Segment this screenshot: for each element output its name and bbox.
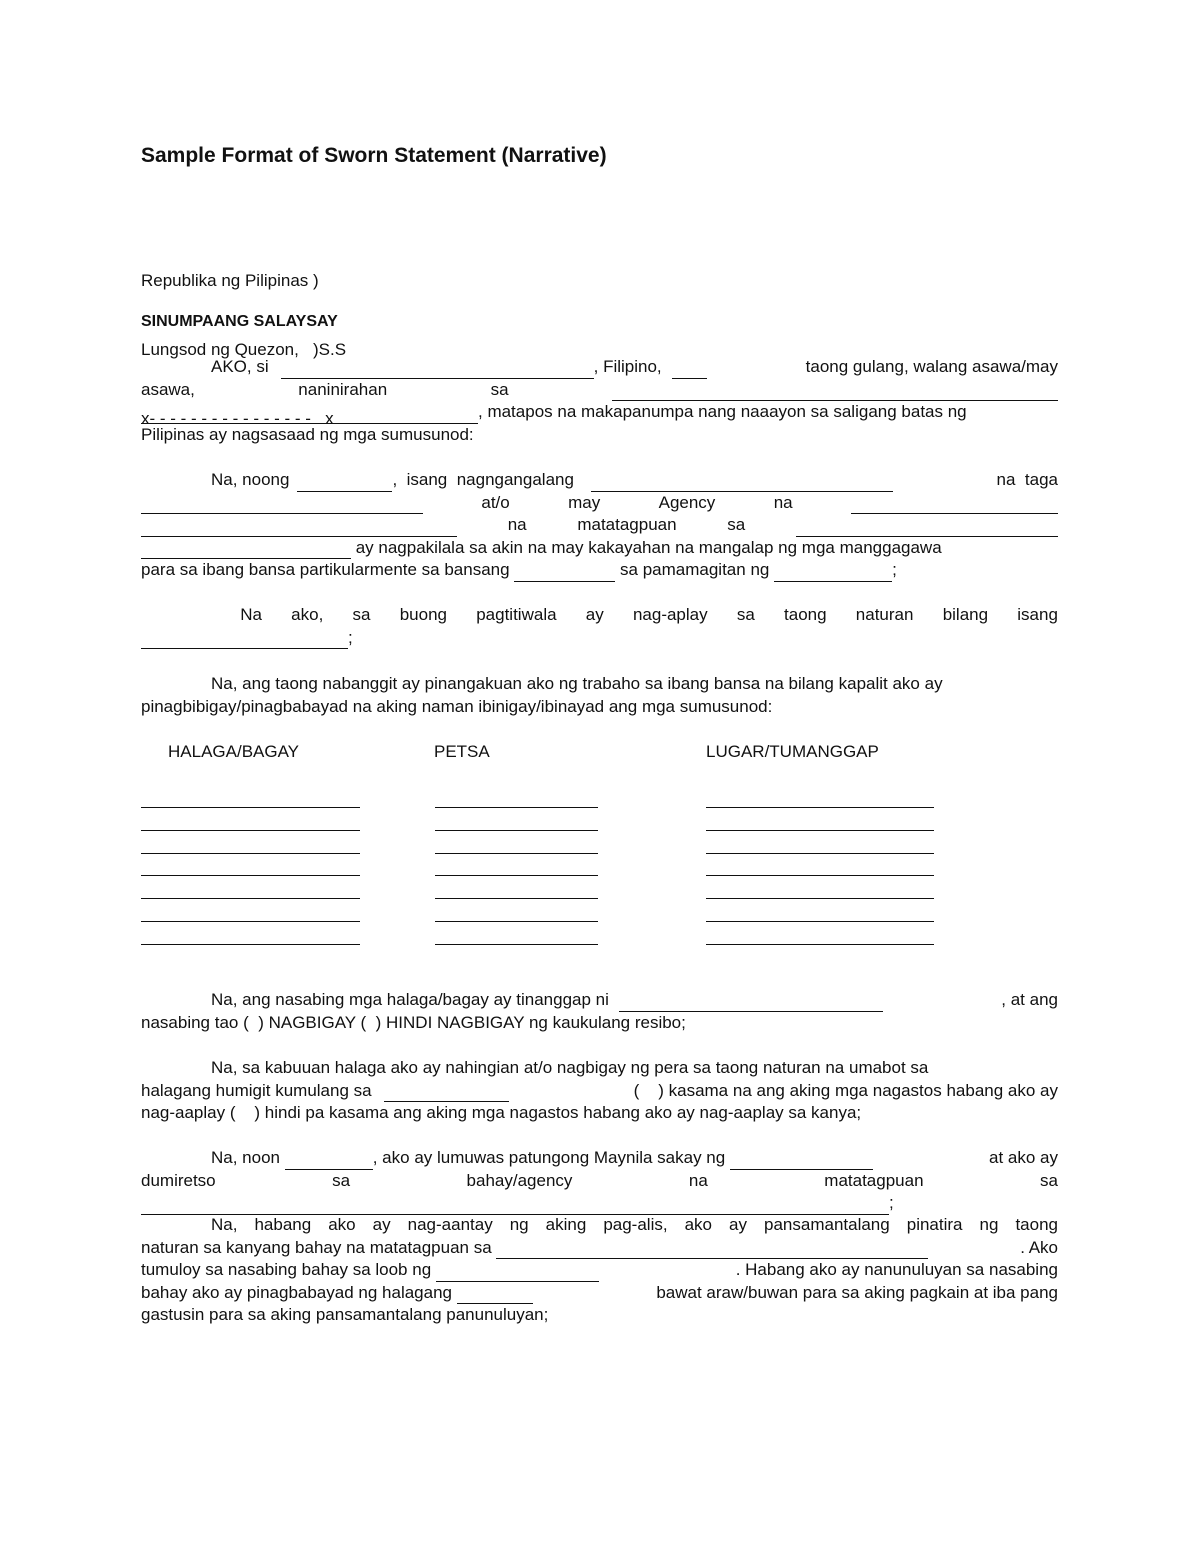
age-blank[interactable] <box>672 361 707 379</box>
text: Na <box>240 605 262 624</box>
text: sa <box>736 605 755 624</box>
text: pagtitiwala <box>476 605 557 624</box>
text: na taga <box>996 470 1058 489</box>
receiver-name-blank[interactable] <box>619 994 883 1012</box>
means-blank[interactable] <box>774 564 892 582</box>
vehicle-blank[interactable] <box>730 1152 873 1170</box>
receiver-line[interactable] <box>706 921 934 922</box>
text: bilang <box>942 605 989 624</box>
text: sa <box>1040 1170 1058 1190</box>
column-header-date: PETSA <box>434 742 490 761</box>
text: ; <box>889 1193 894 1212</box>
text: sa <box>727 515 746 534</box>
text: nag-aplay <box>632 605 708 624</box>
text: , at ang <box>1001 990 1058 1009</box>
column-header-receiver: LUGAR/TUMANGGAP <box>706 742 879 761</box>
text: naninirahan <box>298 379 388 399</box>
lodging-fee-blank[interactable] <box>457 1286 533 1304</box>
text: bahay/agency <box>466 1170 573 1190</box>
text: sa <box>332 1170 351 1190</box>
text: may <box>568 492 601 512</box>
text: pinagbibigay/pinagbabayad na aking naman ibinigay/ibinayad ang mga sumusunod: <box>141 696 773 716</box>
venue-line-city: Lungsod ng Quezon, )S.S <box>141 340 347 359</box>
travel-date-blank[interactable] <box>285 1152 373 1170</box>
text: Agency <box>658 492 716 512</box>
paragraph-receipt <box>141 989 1058 1034</box>
agency-address-blank-cont[interactable] <box>141 541 351 559</box>
paragraph-total-amount <box>141 1057 1058 1125</box>
receiver-line[interactable] <box>706 875 934 876</box>
amount-line[interactable] <box>141 807 360 808</box>
agency-location-blank[interactable] <box>141 1197 889 1215</box>
date-line[interactable] <box>435 898 598 899</box>
paragraph-travel <box>141 1147 1058 1215</box>
amount-line[interactable] <box>141 921 360 922</box>
venue-line-republic: Republika ng Pilipinas ) <box>141 271 319 290</box>
column-header-amount: HALAGA/BAGAY <box>168 742 300 761</box>
amount-line[interactable] <box>141 830 360 831</box>
venue-line-separator: x- - - - - - - - - - - - - - - - x <box>141 409 334 428</box>
text: na <box>507 515 527 534</box>
text: ay <box>585 605 604 624</box>
text: Na, ang taong nabanggit ay pinangakuan ako ng trabaho sa ibang bansa na bilang kapalit ako ay <box>211 674 943 693</box>
text: Na, habang ako ay nag-aantay ng aking pag-alis, ako ay pansamantalang pinatira ng taong <box>211 1215 1058 1234</box>
amount-line[interactable] <box>141 944 360 945</box>
paragraph-recruiter <box>141 469 1058 582</box>
text: , ako ay lumuwas patungong Maynila sakay ng <box>372 1148 730 1167</box>
date-line[interactable] <box>435 853 598 854</box>
amount-line[interactable] <box>141 853 360 854</box>
text: isang <box>1017 605 1058 624</box>
text: na <box>688 1170 708 1190</box>
paragraph-affiant <box>141 356 1058 446</box>
receiver-line[interactable] <box>706 807 934 808</box>
total-amount-blank[interactable] <box>384 1084 509 1102</box>
text: matatagpuan <box>577 515 677 534</box>
text: asawa, <box>141 379 195 399</box>
text: nag-aaplay ( ) hindi pa kasama ang aking mga nagastos habang ako ay nag-aaplay sa kanya; <box>141 1103 862 1122</box>
text: ako, <box>291 605 324 624</box>
text: at ako ay <box>984 1148 1058 1167</box>
date-line[interactable] <box>435 830 598 831</box>
text: ; <box>892 560 897 579</box>
residence-blank[interactable] <box>612 383 1058 401</box>
text: , Filipino, <box>593 357 662 376</box>
receiver-line[interactable] <box>706 853 934 854</box>
text: bahay ako ay pinagbabayad ng halagang <box>141 1282 457 1302</box>
text: naturan <box>855 605 914 624</box>
receiver-line[interactable] <box>706 944 934 945</box>
date-line[interactable] <box>435 807 598 808</box>
affiant-name-blank[interactable] <box>281 361 594 379</box>
recruiter-origin-blank[interactable] <box>141 496 423 514</box>
text: Pilipinas ay nagsasaad ng mga sumusunod: <box>141 424 474 444</box>
text: sa <box>490 379 509 399</box>
recruiter-name-blank[interactable] <box>591 474 893 492</box>
paragraph-promise <box>141 673 1058 718</box>
agency-name-blank[interactable] <box>851 496 1058 514</box>
text: ( ) kasama na ang aking mga nagastos habang ako ay <box>633 1080 1058 1100</box>
amount-line[interactable] <box>141 898 360 899</box>
text: sa <box>352 605 371 624</box>
amount-line[interactable] <box>141 875 360 876</box>
text: taong gulang, walang asawa/may <box>805 357 1058 376</box>
text: taong <box>784 605 827 624</box>
text: , isang nagngangalang <box>392 470 574 489</box>
agency-address-blank[interactable] <box>796 519 1058 537</box>
text: naturan sa kanyang bahay na matatagpuan sa <box>141 1237 497 1257</box>
text: Na, ang nasabing mga halaga/bagay ay tinanggap ni <box>211 990 609 1009</box>
statement-heading: SINUMPAANG SALAYSAY <box>141 313 338 330</box>
text: Na, noon <box>211 1148 285 1167</box>
text: . Ako <box>1020 1237 1058 1257</box>
receiver-line[interactable] <box>706 830 934 831</box>
text: , matapos na makapanumpa nang naaayon sa saligang batas ng <box>478 402 967 421</box>
position-blank[interactable] <box>141 631 348 649</box>
text: para sa ibang bansa partikularmente sa bansang <box>141 560 515 579</box>
text: Na, noong <box>211 470 290 489</box>
text: at/o <box>481 492 510 512</box>
text: AKO, si <box>211 357 269 376</box>
text: gastusin para sa aking pansamantalang panunuluyan; <box>141 1305 549 1324</box>
text: ay nagpakilala sa akin na may kakayahan na mangalap ng mga manggagawa <box>351 537 942 557</box>
text: bawat araw/buwan para sa aking pagkain at iba pang <box>651 1282 1058 1302</box>
paragraph-application <box>141 604 1058 649</box>
text: halagang humigit kumulang sa <box>141 1080 372 1100</box>
date-line[interactable] <box>435 944 598 945</box>
text: Na, sa kabuuan halaga ako ay nahingian at/o nagbigay ng pera sa taong naturan na umabot sa <box>211 1058 929 1077</box>
date-line[interactable] <box>435 921 598 922</box>
text: buong <box>399 605 447 624</box>
document-title: Sample Format of Sworn Statement (Narrative) <box>141 144 607 167</box>
text: tumuloy sa nasabing bahay sa loob ng <box>141 1260 436 1279</box>
receiver-line[interactable] <box>706 898 934 899</box>
text: dumiretso <box>141 1170 216 1190</box>
date-blank[interactable] <box>297 474 392 492</box>
text: sa pamamagitan ng <box>615 560 775 579</box>
stay-duration-blank[interactable] <box>436 1264 599 1282</box>
residence-blank-cont[interactable] <box>141 406 478 424</box>
lodging-address-blank[interactable] <box>496 1241 928 1259</box>
text: ; <box>348 627 353 647</box>
date-line[interactable] <box>435 875 598 876</box>
text: nasabing tao ( ) NAGBIGAY ( ) HINDI NAGBIGAY ng kaukulang resibo; <box>141 1012 686 1032</box>
country-blank[interactable] <box>514 564 615 582</box>
text: . Habang ako ay nanunuluyan sa nasabing <box>735 1260 1058 1279</box>
text: matatagpuan <box>824 1170 924 1190</box>
paragraph-lodging <box>141 1214 1058 1327</box>
text: na <box>773 492 793 512</box>
agency-name-blank-cont[interactable] <box>141 519 457 537</box>
